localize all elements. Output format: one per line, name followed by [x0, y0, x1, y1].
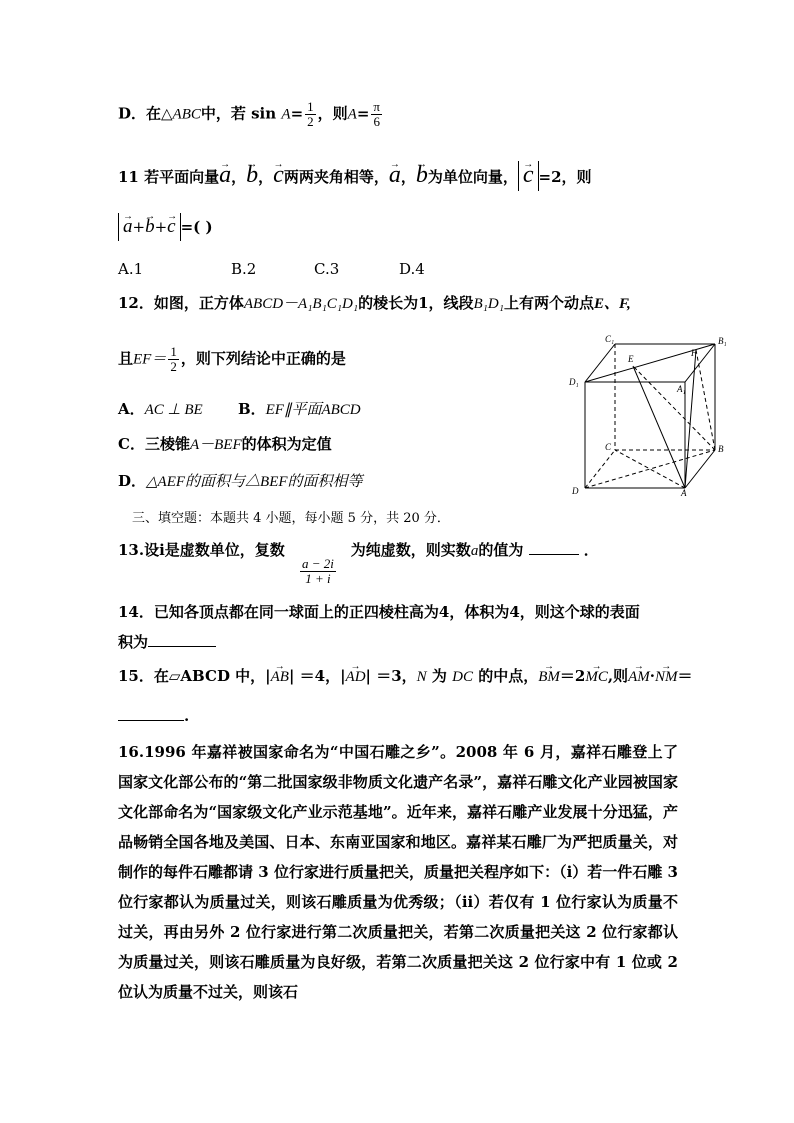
option-d-line: D．在△ABC中，若 sin A= $\frac{1}{2}$ ，则A= $\frac{\pi}{6}$: [118, 99, 380, 129]
answer-blank[interactable]: [529, 554, 579, 555]
label-c1: C₁: [605, 334, 615, 344]
edge-b1-a1: [685, 344, 715, 382]
question-12-option-d: D．△AEF的面积与△BEF的面积相等: [118, 472, 363, 490]
edge-c1-d1: [585, 344, 615, 382]
answer-blank[interactable]: [118, 720, 184, 721]
segment-bf: [696, 350, 715, 450]
label-a: A: [681, 488, 687, 497]
abs-sum: a →+b →+c →: [118, 213, 181, 241]
question-12-option-ab: A．AC ⊥ BE B．EF∥平面ABCD: [118, 400, 361, 418]
question-15: 15．在▱ABCD 中，|AB →| ＝4，|AD →| ＝3，N 为 DC 的中点，BM →＝2MC →,则AM →·NM →＝: [118, 666, 692, 687]
answer-blank[interactable]: [148, 646, 216, 647]
question-12-option-c: C．三棱锥A－BEF的体积为定值: [118, 435, 332, 453]
question-16-paragraph: 16.1996 年嘉祥被国家命名为“中国石雕之乡”。2008 年 6 月，嘉祥石雕登上了国家文化部公布的“第二批国家级非物质文化遗产名录”，嘉祥石雕文化产业园被国家文化部命名为“国家级文化产业示范基地”。近年来，嘉祥石雕产业发展十分迅猛，产品畅销全国各地及美国、日本、东南亚国家和地区。嘉祥某石雕厂为严把质量关，对制作的每件石雕都请 3 位行家进行质量把关，质量把关程序如下：（i）若一件石雕 3 位行家都认为质量过关，则该石雕质量为优秀级；（ii）若仅有 1 位行家认为质量不过关，再由另外 2 位行家进行第二次质量把关，若第二次质量把关这 2 位行家都认为质量过关，则该石雕质量为良好级，若第二次质量把关这 2 位行家中有 1 位或 2 位认为质量不过关，则该石: [118, 743, 678, 1001]
label-a1: A₁: [677, 384, 686, 394]
question-11-line2: a →+b →+c → =( ): [118, 212, 213, 242]
segment-af: [685, 350, 696, 488]
question-14-line1: 14．已知各顶点都在同一球面上的正四棱柱高为4，体积为4，则这个球的表面: [118, 603, 640, 621]
fraction-half: $\frac{1}{2}$: [307, 99, 314, 129]
label-d: D: [572, 486, 579, 496]
label-c: C: [605, 442, 612, 452]
segment-db: [585, 450, 715, 488]
question-12-line2: 且EF＝ $\frac{1}{2}$ ，则下列结论中正确的是: [118, 344, 346, 374]
question-13: 13.设i是虚数单位，复数 为纯虚数，则实数a的值为 ．: [118, 541, 599, 559]
segment-ac: [615, 450, 685, 488]
cube-figure: [563, 332, 743, 497]
label-f: F: [691, 348, 697, 358]
label-e: E: [628, 354, 634, 364]
section-3-title: 三、填空题：本题共 4 小题，每小题 5 分，共 20 分．: [132, 511, 450, 526]
question-12-line1: 12．如图，正方体ABCD－A₁B₁C₁D₁的棱长为1，线段B₁D₁上有两个动点E、F,: [118, 294, 631, 312]
question-14-line2: 积为: [118, 632, 216, 652]
segment-be: [633, 366, 715, 450]
label-d1: D₁: [569, 377, 579, 387]
abs-c: c →: [518, 161, 539, 191]
label-b1: B₁: [718, 336, 727, 346]
label-b: B: [718, 444, 724, 454]
edge-a-b: [685, 450, 715, 488]
q13-fraction: $\frac{a - 2i}{1 + i}$: [302, 556, 334, 586]
edge-d-c: [585, 450, 615, 488]
fraction-pi-six: $\frac{\pi}{6}$: [373, 99, 380, 129]
question-15-blank: .: [118, 706, 189, 726]
question-11-line1: 11 若平面向量a →，b →，c →两两夹角相等，a →，b →为单位向量， c → =2，则: [118, 160, 592, 192]
fraction-half: $\frac{1}{2}$: [170, 344, 177, 374]
